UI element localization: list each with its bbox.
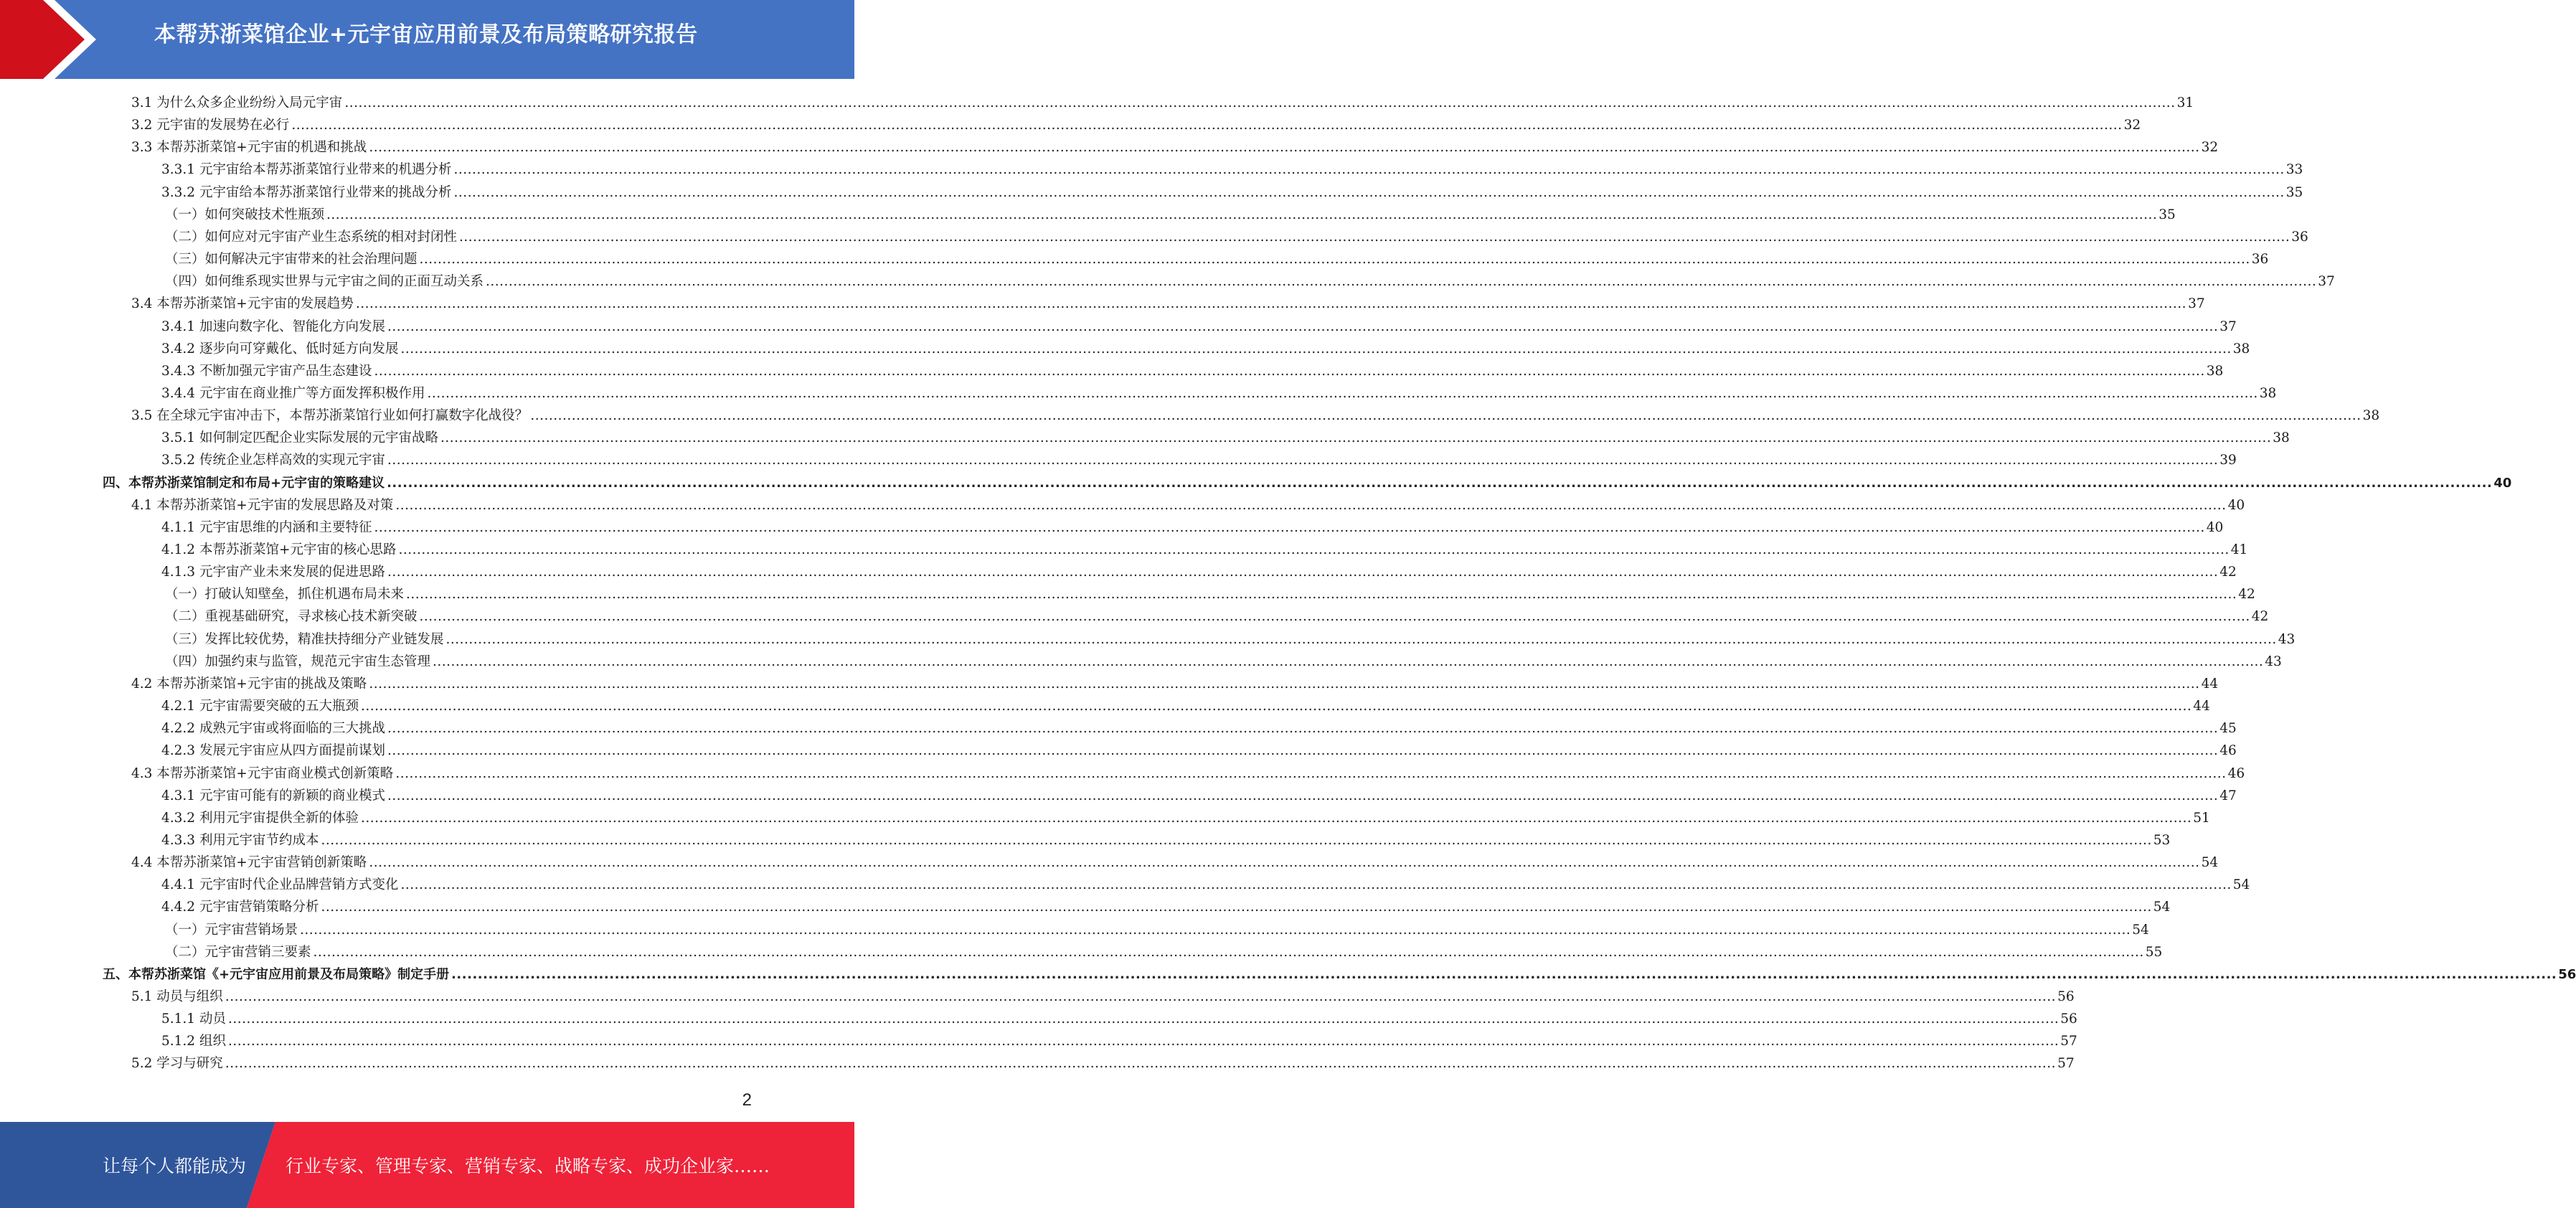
footer-banner	[0, 1122, 854, 1208]
toc-entry-page: 40	[2206, 520, 2224, 535]
toc-leader-dots: ................................................................................................................................................................................................................................................................................................................................................................................................................	[227, 1034, 2060, 1049]
toc-entry-title: （一）元宇宙营销场景	[165, 922, 298, 938]
toc-entry[interactable]	[131, 293, 2205, 315]
toc-entry[interactable]	[131, 763, 2245, 785]
toc-entry-page: 54	[2201, 855, 2219, 870]
toc-entry-page: 42	[2219, 565, 2237, 580]
toc-entry-title: 3.4.1 加速向数字化、智能化方向发展	[161, 319, 385, 334]
toc-leader-dots: ................................................................................................................................................................................................................................................................................................................................................................................................................	[440, 430, 2272, 445]
toc-leader-dots: ................................................................................................................................................................................................................................................................................................................................................................................................................	[369, 140, 2200, 155]
toc-entry-page: 35	[2159, 207, 2176, 222]
toc-entry-page: 56	[2060, 1011, 2077, 1027]
toc-entry-title: 3.3.2 元宇宙给本帮苏浙菜馆行业带来的挑战分析	[161, 185, 452, 200]
toc-entry[interactable]	[131, 405, 2380, 427]
toc-entry-title: 3.1 为什么众多企业纷纷入局元宇宙	[131, 95, 343, 110]
toc-entry-page: 38	[2362, 408, 2380, 423]
toc-entry[interactable]	[165, 941, 2163, 963]
toc-entry[interactable]	[161, 695, 2210, 717]
toc-entry-page: 39	[2219, 453, 2237, 468]
toc-entry-page: 37	[2318, 274, 2335, 289]
toc-entry-page: 38	[2273, 430, 2290, 445]
toc-entry[interactable]	[161, 896, 2171, 918]
toc-leader-dots: ................................................................................................................................................................................................................................................................................................................................................................................................................	[433, 654, 2264, 669]
toc-leader-dots: ................................................................................................................................................................................................................................................................................................................................................................................................................	[395, 498, 2227, 513]
toc-entry-title: 5.1.1 动员	[161, 1011, 226, 1027]
toc-entry[interactable]	[161, 785, 2237, 807]
toc-leader-dots: ................................................................................................................................................................................................................................................................................................................................................................................................................	[419, 609, 2250, 624]
toc-entry-title: 4.3 本帮苏浙菜馆+元宇宙商业模式创新策略	[131, 766, 394, 781]
toc-leader-dots: ................................................................................................................................................................................................................................................................................................................................................................................................................	[374, 364, 2205, 379]
toc-entry-title: 5.1.2 组织	[161, 1034, 226, 1049]
toc-entry-page: 31	[2176, 95, 2194, 110]
toc-entry-page: 35	[2285, 185, 2303, 200]
toc-entry[interactable]	[161, 717, 2237, 740]
toc-entry[interactable]	[161, 1008, 2077, 1030]
toc-leader-dots: ................................................................................................................................................................................................................................................................................................................................................................................................................	[227, 1011, 2060, 1027]
toc-entry-title: （二）重视基础研究，寻求核心技术新突破	[165, 609, 417, 624]
toc-entry-page: 56	[2057, 989, 2075, 1004]
toc-entry[interactable]	[161, 740, 2237, 762]
toc-entry-page: 38	[2206, 364, 2224, 379]
toc-entry[interactable]	[161, 338, 2250, 360]
toc-leader-dots: ................................................................................................................................................................................................................................................................................................................................................................................................................	[387, 721, 2219, 736]
toc-entry[interactable]	[103, 963, 2576, 986]
toc-entry-title: 4.1.3 元宇宙产业未来发展的促进思路	[161, 565, 385, 580]
toc-entry[interactable]	[165, 605, 2269, 628]
toc-entry-title: 3.5.2 传统企业怎样高效的实现元宇宙	[161, 453, 385, 468]
toc-entry-title: 4.3.1 元宇宙可能有的新颖的商业模式	[161, 788, 385, 803]
toc-entry-page: 41	[2230, 542, 2248, 557]
toc-entry[interactable]	[103, 472, 2512, 494]
toc-entry-page: 55	[2145, 945, 2163, 960]
toc-entry-page: 54	[2153, 900, 2171, 915]
toc-entry[interactable]	[165, 248, 2269, 270]
toc-entry-page: 43	[2278, 632, 2296, 647]
toc-entry-title: 3.4.2 逐步向可穿戴化、低时延方向发展	[161, 341, 399, 357]
toc-entry-title: 五、本帮苏浙菜馆《+元宇宙应用前景及布局策略》制定手册	[103, 967, 450, 982]
toc-leader-dots: ................................................................................................................................................................................................................................................................................................................................................................................................................	[387, 319, 2219, 334]
toc-leader-dots: ................................................................................................................................................................................................................................................................................................................................................................................................................	[374, 520, 2205, 535]
page-number: 2	[742, 1090, 752, 1110]
toc-leader-dots: ................................................................................................................................................................................................................................................................................................................................................................................................................	[400, 341, 2232, 357]
toc-entry-title: 4.4.2 元宇宙营销策略分析	[161, 900, 319, 915]
toc-entry-title: （三）如何解决元宇宙带来的社会治理问题	[165, 252, 417, 267]
toc-entry-title: 3.2 元宇宙的发展势在必行	[131, 118, 290, 133]
toc-entry-page: 42	[2238, 587, 2255, 602]
toc-entry[interactable]	[161, 427, 2290, 449]
toc-entry-title: 5.1 动员与组织	[131, 989, 223, 1004]
toc-entry[interactable]	[161, 807, 2210, 829]
toc-leader-dots: ................................................................................................................................................................................................................................................................................................................................................................................................................	[344, 95, 2176, 110]
toc-entry-page: 36	[2251, 252, 2269, 267]
toc-entry-title: 3.5.1 如何制定匹配企业实际发展的元宇宙战略	[161, 430, 438, 445]
toc-leader-dots: ................................................................................................................................................................................................................................................................................................................................................................................................................	[395, 766, 2227, 781]
toc-leader-dots: ................................................................................................................................................................................................................................................................................................................................................................................................................	[419, 252, 2250, 267]
toc-entry-title: 4.3.3 利用元宇宙节约成本	[161, 833, 319, 848]
report-title: 本帮苏浙菜馆企业+元宇宙应用前景及布局策略研究报告	[154, 22, 698, 47]
toc-entry-page: 54	[2132, 922, 2149, 938]
footer-slogan-right: 行业专家、管理专家、营销专家、战略专家、成功企业家……	[286, 1156, 770, 1176]
toc-entry-page: 44	[2201, 676, 2219, 692]
toc-entry-title: 4.2.3 发展元宇宙应从四方面提前谋划	[161, 743, 385, 758]
toc-entry-page: 45	[2219, 721, 2237, 736]
toc-leader-dots: ................................................................................................................................................................................................................................................................................................................................................................................................................	[360, 811, 2192, 826]
toc-entry-title: 4.4.1 元宇宙时代企业品牌营销方式变化	[161, 877, 399, 892]
toc-entry[interactable]	[161, 181, 2303, 204]
toc-entry-page: 36	[2291, 230, 2308, 245]
toc-entry-page: 46	[2219, 743, 2237, 758]
toc-entry-page: 37	[2219, 319, 2237, 334]
toc-leader-dots: ................................................................................................................................................................................................................................................................................................................................................................................................................	[406, 587, 2237, 602]
toc-leader-dots: ................................................................................................................................................................................................................................................................................................................................................................................................................	[369, 676, 2200, 692]
toc-entry-page: 43	[2265, 654, 2282, 669]
toc-entry-title: 4.1.1 元宇宙思维的内涵和主要特征	[161, 520, 372, 535]
toc-entry-page: 56	[2558, 967, 2576, 982]
toc-leader-dots: ................................................................................................................................................................................................................................................................................................................................................................................................................	[321, 833, 2152, 848]
toc-entry[interactable]	[165, 583, 2255, 605]
toc-entry-title: 4.3.2 利用元宇宙提供全新的体验	[161, 811, 359, 826]
toc-entry[interactable]	[161, 829, 2171, 851]
toc-entry[interactable]	[165, 651, 2282, 673]
toc-leader-dots: ................................................................................................................................................................................................................................................................................................................................................................................................................	[400, 877, 2232, 892]
toc-entry[interactable]	[161, 360, 2224, 382]
toc-entry-title: 4.1 本帮苏浙菜馆+元宇宙的发展思路及对策	[131, 498, 394, 513]
toc-leader-dots: ................................................................................................................................................................................................................................................................................................................................................................................................................	[387, 788, 2219, 803]
toc-entry[interactable]	[165, 919, 2149, 941]
toc-entry-page: 40	[2227, 498, 2245, 513]
toc-leader-dots: ................................................................................................................................................................................................................................................................................................................................................................................................................	[360, 699, 2192, 714]
toc-entry-title: 4.2.2 成熟元宇宙或将面临的三大挑战	[161, 721, 385, 736]
toc-entry-title: （一）如何突破技术性瓶颈	[165, 207, 325, 222]
toc-entry-title: 4.4 本帮苏浙菜馆+元宇宙营销创新策略	[131, 855, 367, 870]
toc-entry-title: 3.3 本帮苏浙菜馆+元宇宙的机遇和挑战	[131, 140, 367, 155]
toc-entry-title: 4.2 本帮苏浙菜馆+元宇宙的挑战及策略	[131, 676, 367, 692]
toc-entry[interactable]	[161, 316, 2237, 338]
toc-entry-title: 四、本帮苏浙菜馆制定和布局+元宇宙的策略建议	[103, 476, 385, 491]
toc-entry-page: 42	[2251, 609, 2269, 624]
toc-entry[interactable]	[161, 516, 2224, 539]
toc-leader-dots: ................................................................................................................................................................................................................................................................................................................................................................................................................	[326, 207, 2158, 222]
toc-entry-title: 4.1.2 本帮苏浙菜馆+元宇宙的核心思路	[161, 542, 397, 557]
toc-leader-dots: ................................................................................................................................................................................................................................................................................................................................................................................................................	[530, 408, 2362, 423]
toc-entry-page: 54	[2232, 877, 2250, 892]
toc-entry[interactable]	[131, 673, 2219, 695]
toc-leader-dots: ................................................................................................................................................................................................................................................................................................................................................................................................................	[369, 855, 2200, 870]
toc-entry[interactable]	[131, 114, 2141, 136]
toc-leader-dots: ................................................................................................................................................................................................................................................................................................................................................................................................................	[321, 900, 2152, 915]
toc-entry-page: 57	[2057, 1056, 2075, 1071]
toc-leader-dots: ................................................................................................................................................................................................................................................................................................................................................................................................................	[387, 453, 2219, 468]
toc-entry[interactable]	[161, 539, 2248, 561]
toc-entry[interactable]	[161, 561, 2237, 583]
toc-entry[interactable]	[131, 1052, 2075, 1075]
toc-leader-dots: ................................................................................................................................................................................................................................................................................................................................................................................................................	[313, 945, 2144, 960]
toc-entry-title: （二）如何应对元宇宙产业生态系统的相对封闭性	[165, 230, 458, 245]
toc-leader-dots: ................................................................................................................................................................................................................................................................................................................................................................................................................	[387, 476, 2493, 491]
toc-entry-title: 3.3.1 元宇宙给本帮苏浙菜馆行业带来的机遇分析	[161, 162, 452, 177]
toc-leader-dots: ................................................................................................................................................................................................................................................................................................................................................................................................................	[398, 542, 2230, 557]
toc-entry-page: 47	[2219, 788, 2237, 803]
toc-entry[interactable]	[161, 382, 2277, 405]
toc-leader-dots: ................................................................................................................................................................................................................................................................................................................................................................................................................	[300, 922, 2131, 938]
header-arrow-decoration	[0, 0, 108, 79]
header-banner	[0, 0, 854, 79]
toc-entry[interactable]	[131, 92, 2194, 114]
toc-entry-title: （四）如何维系现实世界与元宇宙之间的正面互动关系	[165, 274, 484, 289]
toc-entry-page: 38	[2259, 386, 2277, 401]
toc-entry[interactable]	[161, 449, 2237, 471]
toc-entry-title: 5.2 学习与研究	[131, 1056, 223, 1071]
toc-leader-dots: ................................................................................................................................................................................................................................................................................................................................................................................................................	[453, 185, 2285, 200]
toc-entry-page: 44	[2193, 699, 2210, 714]
toc-entry-title: 3.4.3 不断加强元宇宙产品生态建设	[161, 364, 372, 379]
toc-entry[interactable]	[161, 159, 2303, 181]
toc-entry-title: 3.4.4 元宇宙在商业推广等方面发挥积极作用	[161, 386, 425, 401]
toc-entry[interactable]	[131, 494, 2245, 516]
toc-entry[interactable]	[131, 986, 2075, 1008]
toc-entry-page: 37	[2188, 296, 2205, 311]
toc-entry-page: 57	[2060, 1034, 2077, 1049]
toc-leader-dots: ................................................................................................................................................................................................................................................................................................................................................................................................................	[453, 162, 2285, 177]
toc-leader-dots: ................................................................................................................................................................................................................................................................................................................................................................................................................	[225, 989, 2057, 1004]
toc-entry-page: 40	[2494, 476, 2512, 491]
toc-leader-dots: ................................................................................................................................................................................................................................................................................................................................................................................................................	[427, 386, 2258, 401]
toc-leader-dots: ................................................................................................................................................................................................................................................................................................................................................................................................................	[486, 274, 2317, 289]
toc-leader-dots: ................................................................................................................................................................................................................................................................................................................................................................................................................	[387, 743, 2219, 758]
toc-entry[interactable]	[165, 226, 2308, 248]
footer-slogan-left: 让每个人都能成为	[103, 1156, 247, 1176]
toc-entry[interactable]	[131, 851, 2219, 874]
toc-entry-title: （二）元宇宙营销三要素	[165, 945, 311, 960]
toc-entry[interactable]	[165, 628, 2296, 651]
toc-entry-page: 32	[2123, 118, 2141, 133]
toc-entry-title: 3.5 在全球元宇宙冲击下，本帮苏浙菜馆行业如何打赢数字化战役？	[131, 408, 529, 423]
toc-leader-dots: ................................................................................................................................................................................................................................................................................................................................................................................................................	[291, 118, 2123, 133]
toc-entry[interactable]	[165, 270, 2335, 293]
toc-leader-dots: ................................................................................................................................................................................................................................................................................................................................................................................................................	[355, 296, 2187, 311]
toc-entry-title: （一）打破认知壁垒，抓住机遇布局未来	[165, 587, 405, 602]
toc-entry-page: 51	[2193, 811, 2210, 826]
toc-entry-page: 33	[2285, 162, 2303, 177]
toc-leader-dots: ................................................................................................................................................................................................................................................................................................................................................................................................................	[459, 230, 2290, 245]
toc-leader-dots: ................................................................................................................................................................................................................................................................................................................................................................................................................	[451, 967, 2557, 982]
toc-entry[interactable]	[131, 136, 2219, 159]
toc-entry[interactable]	[161, 1030, 2077, 1052]
toc-entry[interactable]	[161, 874, 2250, 896]
toc-entry-page: 38	[2232, 341, 2250, 357]
toc-entry[interactable]	[165, 204, 2176, 226]
toc-entry-title: 3.4 本帮苏浙菜馆+元宇宙的发展趋势	[131, 296, 354, 311]
toc-entry-title: 4.2.1 元宇宙需要突破的五大瓶颈	[161, 699, 359, 714]
toc-entry-page: 32	[2201, 140, 2219, 155]
toc-leader-dots: ................................................................................................................................................................................................................................................................................................................................................................................................................	[445, 632, 2277, 647]
toc-entry-page: 53	[2153, 833, 2171, 848]
toc-leader-dots: ................................................................................................................................................................................................................................................................................................................................................................................................................	[387, 565, 2219, 580]
toc-entry-title: （三）发挥比较优势，精准扶持细分产业链发展	[165, 632, 444, 647]
toc-leader-dots: ................................................................................................................................................................................................................................................................................................................................................................................................................	[225, 1056, 2057, 1071]
toc-entry-page: 46	[2227, 766, 2245, 781]
toc-entry-title: （四）加强约束与监管，规范元宇宙生态管理	[165, 654, 431, 669]
